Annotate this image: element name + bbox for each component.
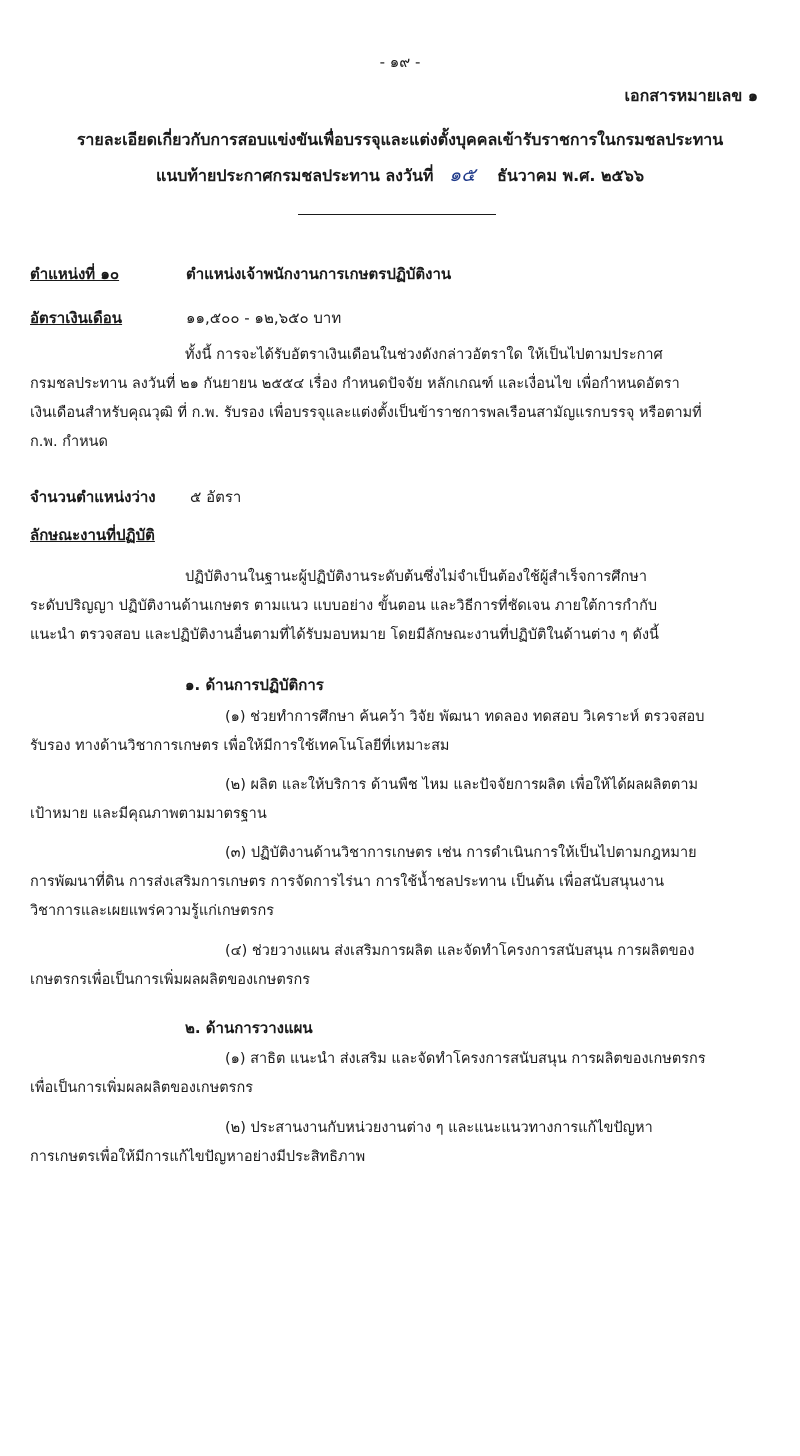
vacancies-label: จำนวนตำแหน่งว่าง bbox=[30, 488, 156, 506]
handwritten-day: ๑๕ bbox=[449, 164, 476, 186]
duty-item-line: (๑) สาธิต แนะนำ ส่งเสริม และจัดทำโครงการสนับสนุน การผลิตของเกษตรกร bbox=[225, 1051, 706, 1067]
duties-intro-line: แนะนำ ตรวจสอบ และปฏิบัติงานอื่นตามที่ได้รับมอบหมาย โดยมีลักษณะงานที่ปฏิบัติในด้านต่าง ๆ ดังนี้ bbox=[30, 627, 659, 643]
title-date-prefix: แนบท้ายประกาศกรมชลประทาน ลงวันที่ bbox=[156, 166, 434, 185]
duty-item-line: การเกษตรเพื่อให้มีการแก้ไขปัญหาอย่างมีประสิทธิภาพ bbox=[30, 1149, 366, 1165]
document-number: เอกสารหมายเลข ๑ bbox=[624, 86, 758, 105]
salary-value: ๑๑,๕๐๐ - ๑๒,๖๕๐ บาท bbox=[186, 309, 342, 327]
duty-item-line: รับรอง ทางด้านวิชาการเกษตร เพื่อให้มีการใช้เทคโนโลยีที่เหมาะสม bbox=[30, 738, 450, 754]
duty-item-line: วิชาการและเผยแพร่ความรู้แก่เกษตรกร bbox=[30, 903, 275, 919]
duties-intro bbox=[30, 563, 770, 650]
section-heading-operations: ๑. ด้านการปฏิบัติการ bbox=[185, 676, 324, 694]
salary-note-line: ก.พ. กำหนด bbox=[30, 434, 108, 450]
duty-item bbox=[30, 1114, 770, 1172]
duty-item bbox=[30, 839, 770, 926]
duty-item-line: (๑) ช่วยทำการศึกษา ค้นคว้า วิจัย พัฒนา ทดลอง ทดสอบ วิเคราะห์ ตรวจสอบ bbox=[225, 709, 705, 725]
salary-note-line: ทั้งนี้ การจะได้รับอัตราเงินเดือนในช่วงดังกล่าวอัตราใด ให้เป็นไปตามประกาศ bbox=[185, 347, 663, 363]
duty-item-line: เป้าหมาย และมีคุณภาพตามมาตรฐาน bbox=[30, 806, 267, 822]
salary-note-line: กรมชลประทาน ลงวันที่ ๒๑ กันยายน ๒๕๕๔ เรื่อง กำหนดปัจจัย หลักเกณฑ์ และเงื่อนไข เพื่อกำหนดอัตรา bbox=[30, 376, 680, 392]
duty-item bbox=[30, 1045, 770, 1103]
duty-item-line: การพัฒนาที่ดิน การส่งเสริมการเกษตร การจัดการไร่นา การใช้น้ำชลประทาน เป็นต้น เพื่อสนับสนุนงาน bbox=[30, 874, 665, 890]
duty-item bbox=[30, 771, 770, 829]
duty-item-line: เพื่อเป็นการเพิ่มผลผลิตของเกษตรกร bbox=[30, 1080, 254, 1096]
document-title-line2 bbox=[0, 160, 800, 190]
duties-label: ลักษณะงานที่ปฏิบัติ bbox=[30, 526, 155, 544]
duty-item-line: เกษตรกรเพื่อเป็นการเพิ่มผลผลิตของเกษตรกร bbox=[30, 972, 311, 988]
duty-item-line: (๒) ผลิต และให้บริการ ด้านพืช ไหม และปัจจัยการผลิต เพื่อให้ได้ผลผลิตตาม bbox=[225, 777, 699, 793]
position-label: ตำแหน่งที่ ๑๐ bbox=[30, 265, 120, 283]
duty-item-line: (๒) ประสานงานกับหน่วยงานต่าง ๆ และแนะแนวทางการแก้ไขปัญหา bbox=[225, 1120, 653, 1136]
duties-intro-line: ระดับปริญญา ปฏิบัติงานด้านเกษตร ตามแนว แบบอย่าง ขั้นตอน และวิธีการที่ชัดเจน ภายใต้การกำกับ bbox=[30, 598, 658, 614]
salary-note bbox=[30, 341, 770, 457]
section-heading-planning: ๒. ด้านการวางแผน bbox=[185, 1019, 313, 1037]
title-divider bbox=[298, 214, 496, 215]
duty-item-line: (๓) ปฏิบัติงานด้านวิชาการเกษตร เช่น การดำเนินการให้เป็นไปตามกฎหมาย bbox=[225, 845, 697, 861]
salary-note-line: เงินเดือนสำหรับคุณวุฒิ ที่ ก.พ. รับรอง เพื่อบรรจุและแต่งตั้งเป็นข้าราชการพลเรือนสามัญแรกบรรจุ หรือตามที่ bbox=[30, 405, 702, 421]
duty-item bbox=[30, 937, 770, 995]
salary-label: อัตราเงินเดือน bbox=[30, 309, 123, 327]
page-number: - ๑๙ - bbox=[379, 53, 421, 71]
duty-item bbox=[30, 703, 770, 761]
document-title-line1: รายละเอียดเกี่ยวกับการสอบแข่งขันเพื่อบรรจุและแต่งตั้งบุคคลเข้ารับราชการในกรมชลประทาน bbox=[76, 130, 724, 149]
title-date-suffix: ธันวาคม พ.ศ. ๒๕๖๖ bbox=[497, 166, 644, 185]
position-value: ตำแหน่งเจ้าพนักงานการเกษตรปฏิบัติงาน bbox=[186, 265, 452, 283]
vacancies-value: ๕ อัตรา bbox=[190, 488, 242, 506]
duties-intro-line: ปฏิบัติงานในฐานะผู้ปฏิบัติงานระดับต้นซึ่งไม่จำเป็นต้องใช้ผู้สำเร็จการศึกษา bbox=[185, 569, 647, 585]
duty-item-line: (๔) ช่วยวางแผน ส่งเสริมการผลิต และจัดทำโครงการสนับสนุน การผลิตของ bbox=[225, 943, 695, 959]
